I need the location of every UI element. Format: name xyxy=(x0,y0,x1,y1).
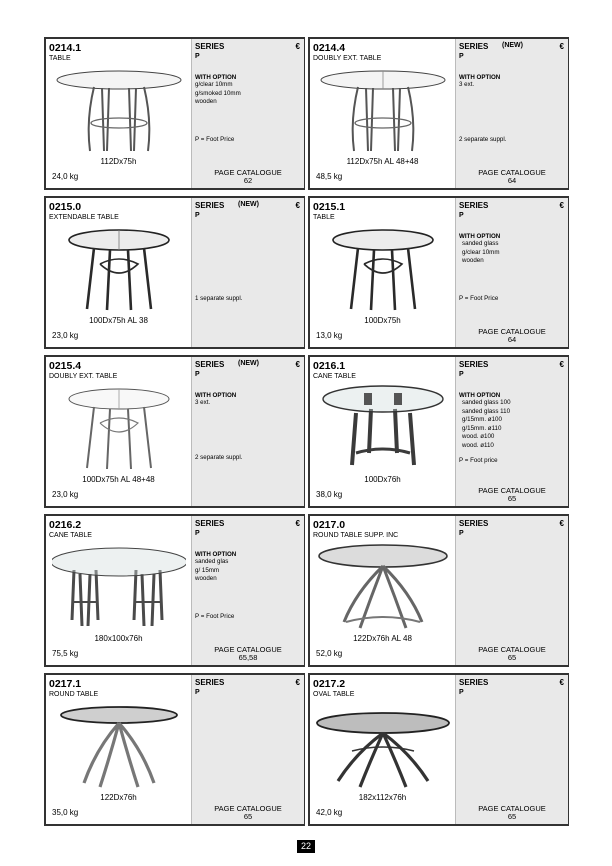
option-item: 3 ext. xyxy=(459,81,475,88)
page-catalogue-number: 64 xyxy=(507,176,517,185)
series-code: P xyxy=(195,212,200,219)
dimensions: 112Dx75h xyxy=(100,157,137,166)
option-item: wood. ø100 xyxy=(462,433,495,441)
weight: 24,0 kg xyxy=(52,172,79,181)
product-name: CANE TABLE xyxy=(313,373,356,380)
product-name: DOUBLY EXT. TABLE xyxy=(313,55,382,62)
option-list xyxy=(459,81,474,90)
euro-icon: € xyxy=(559,42,564,51)
series-label: SERIES xyxy=(459,360,489,369)
option-item: g/ 15mm xyxy=(195,566,220,574)
option-label: WITH OPTION xyxy=(195,392,237,399)
table-image xyxy=(52,701,186,791)
product-code: 0214.1 xyxy=(49,42,82,54)
option-list xyxy=(462,240,499,266)
table-image xyxy=(316,383,450,473)
page-catalogue-number: 62 xyxy=(243,176,253,185)
dimensions: 122Dx76h xyxy=(100,793,137,802)
product-name: OVAL TABLE xyxy=(313,691,355,698)
product-name: DOUBLY EXT. TABLE xyxy=(49,373,118,380)
new-badge: (NEW) xyxy=(238,201,259,208)
series-code: P xyxy=(195,689,200,696)
product-code: 0216.2 xyxy=(49,519,82,531)
page-catalogue-number: 65 xyxy=(243,812,253,821)
option-item: sanded glass xyxy=(462,240,499,247)
product-card xyxy=(308,196,569,349)
dimensions: 100Dx75h AL 48+48 xyxy=(82,475,155,484)
option-list xyxy=(195,558,228,584)
option-list xyxy=(462,399,511,451)
price-note: P = Foot Price xyxy=(459,295,499,302)
product-card xyxy=(44,514,305,667)
product-code: 0215.1 xyxy=(313,201,346,213)
price-note: 2 separate suppl. xyxy=(195,454,243,461)
table-image xyxy=(52,542,186,632)
option-item: wood. ø110 xyxy=(462,441,494,449)
page-catalogue xyxy=(456,487,568,503)
page-catalogue-label: PAGE CATALOGUE xyxy=(478,645,546,654)
series-label: SERIES xyxy=(195,519,225,528)
table-image xyxy=(316,542,450,632)
series-label: SERIES xyxy=(195,360,225,369)
option-label: WITH OPTION xyxy=(459,233,501,240)
weight: 38,0 kg xyxy=(316,490,343,499)
page-catalogue xyxy=(192,169,304,185)
weight: 48,5 kg xyxy=(316,172,343,181)
product-code: 0214.4 xyxy=(313,42,346,54)
series-code: P xyxy=(459,530,464,537)
option-item: wooden xyxy=(462,257,484,265)
option-label: WITH OPTION xyxy=(459,74,501,81)
product-card xyxy=(308,355,569,508)
table-image xyxy=(316,224,450,314)
product-code: 0215.4 xyxy=(49,360,82,372)
product-card xyxy=(308,514,569,667)
series-code: P xyxy=(459,371,464,378)
product-code: 0217.1 xyxy=(49,678,82,690)
page-catalogue xyxy=(456,169,568,185)
euro-icon: € xyxy=(559,519,564,528)
series-code: P xyxy=(195,530,200,537)
page-catalogue-label: PAGE CATALOGUE xyxy=(478,486,546,495)
price-note: 1 separate suppl. xyxy=(195,295,243,302)
table-image xyxy=(316,65,450,155)
new-badge: (NEW) xyxy=(502,42,523,49)
product-code: 0215.0 xyxy=(49,201,82,213)
product-name: CANE TABLE xyxy=(49,532,92,539)
option-item: g/smoked 10mm xyxy=(195,89,241,97)
weight: 23,0 kg xyxy=(52,331,79,340)
page-catalogue-number: 65,58 xyxy=(238,653,258,662)
euro-icon: € xyxy=(295,678,300,687)
table-image xyxy=(52,383,186,473)
weight: 35,0 kg xyxy=(52,808,79,817)
series-code: P xyxy=(459,53,464,60)
option-label: WITH OPTION xyxy=(195,74,237,81)
table-image xyxy=(52,65,186,155)
dimensions: 182x112x76h xyxy=(358,793,407,802)
product-card xyxy=(44,37,305,190)
dimensions: 180x100x76h xyxy=(94,634,143,643)
option-label: WITH OPTION xyxy=(195,551,237,558)
page-catalogue-label: PAGE CATALOGUE xyxy=(478,327,546,336)
table-image xyxy=(52,224,186,314)
euro-icon: € xyxy=(295,42,300,51)
option-label: WITH OPTION xyxy=(459,392,501,399)
option-item: g/15mm. ø110 xyxy=(462,424,502,432)
euro-icon: € xyxy=(559,201,564,210)
dimensions: 100Dx75h xyxy=(364,316,401,325)
price-note: P = Foot price xyxy=(459,457,498,464)
option-item: g/15mm. ø100 xyxy=(462,416,502,424)
table-image xyxy=(316,701,450,791)
page-catalogue-label: PAGE CATALOGUE xyxy=(478,804,546,813)
series-label: SERIES xyxy=(459,678,489,687)
weight: 42,0 kg xyxy=(316,808,343,817)
option-item: wooden xyxy=(195,98,217,106)
page-catalogue xyxy=(192,805,304,821)
series-code: P xyxy=(195,371,200,378)
option-item: g/clear 10mm xyxy=(462,248,500,256)
option-item: sanded glas xyxy=(195,558,229,565)
price-note: P = Foot Price xyxy=(195,136,235,143)
page-catalogue xyxy=(192,646,304,662)
option-item: g/clear 10mm xyxy=(195,81,233,88)
series-label: SERIES xyxy=(195,42,225,51)
page-catalogue xyxy=(456,646,568,662)
price-note: 2 separate suppl. xyxy=(459,136,507,143)
euro-icon: € xyxy=(559,360,564,369)
dimensions: 100Dx76h xyxy=(364,475,401,484)
euro-icon: € xyxy=(559,678,564,687)
product-card xyxy=(308,37,569,190)
page-catalogue-label: PAGE CATALOGUE xyxy=(214,645,282,654)
series-label: SERIES xyxy=(459,201,489,210)
page-catalogue xyxy=(456,805,568,821)
series-code: P xyxy=(195,53,200,60)
page-catalogue-label: PAGE CATALOGUE xyxy=(214,168,282,177)
series-label: SERIES xyxy=(195,201,225,210)
page-catalogue-number: 65 xyxy=(507,653,517,662)
weight: 23,0 kg xyxy=(52,490,79,499)
product-name: TABLE xyxy=(49,55,71,62)
page-catalogue-number: 65 xyxy=(507,494,517,503)
euro-icon: € xyxy=(295,201,300,210)
product-code: 0217.2 xyxy=(313,678,346,690)
product-card xyxy=(44,673,305,826)
series-label: SERIES xyxy=(459,42,489,51)
product-name: TABLE xyxy=(313,214,335,221)
option-list xyxy=(195,81,241,107)
series-label: SERIES xyxy=(195,678,225,687)
page-number: 22 xyxy=(297,840,315,853)
product-card xyxy=(44,355,305,508)
option-item: sanded glass 110 xyxy=(462,407,511,415)
option-item: 3 ext. xyxy=(195,399,211,406)
page-catalogue-number: 64 xyxy=(507,335,517,344)
euro-icon: € xyxy=(295,519,300,528)
page-catalogue-label: PAGE CATALOGUE xyxy=(478,168,546,177)
option-item: sanded glass 100 xyxy=(462,399,511,406)
dimensions: 112Dx75h AL 48+48 xyxy=(346,157,419,166)
product-card xyxy=(44,196,305,349)
option-item: wooden xyxy=(195,575,217,583)
product-name: ROUND TABLE xyxy=(49,691,99,698)
series-code: P xyxy=(459,689,464,696)
product-code: 0216.1 xyxy=(313,360,346,372)
product-card xyxy=(308,673,569,826)
weight: 75,5 kg xyxy=(52,649,79,658)
product-name: EXTENDABLE TABLE xyxy=(49,214,119,221)
option-list xyxy=(195,399,210,408)
dimensions: 100Dx75h AL 38 xyxy=(89,316,148,325)
price-note: P = Foot Price xyxy=(195,613,235,620)
euro-icon: € xyxy=(295,360,300,369)
page-catalogue-label: PAGE CATALOGUE xyxy=(214,804,282,813)
product-code: 0217.0 xyxy=(313,519,346,531)
page-catalogue xyxy=(456,328,568,344)
page-catalogue-number: 65 xyxy=(507,812,517,821)
weight: 13,0 kg xyxy=(316,331,343,340)
series-code: P xyxy=(459,212,464,219)
weight: 52,0 kg xyxy=(316,649,343,658)
series-label: SERIES xyxy=(459,519,489,528)
new-badge: (NEW) xyxy=(238,360,259,367)
product-name: ROUND TABLE SUPP. INC xyxy=(313,532,399,539)
dimensions: 122Dx76h AL 48 xyxy=(353,634,412,643)
